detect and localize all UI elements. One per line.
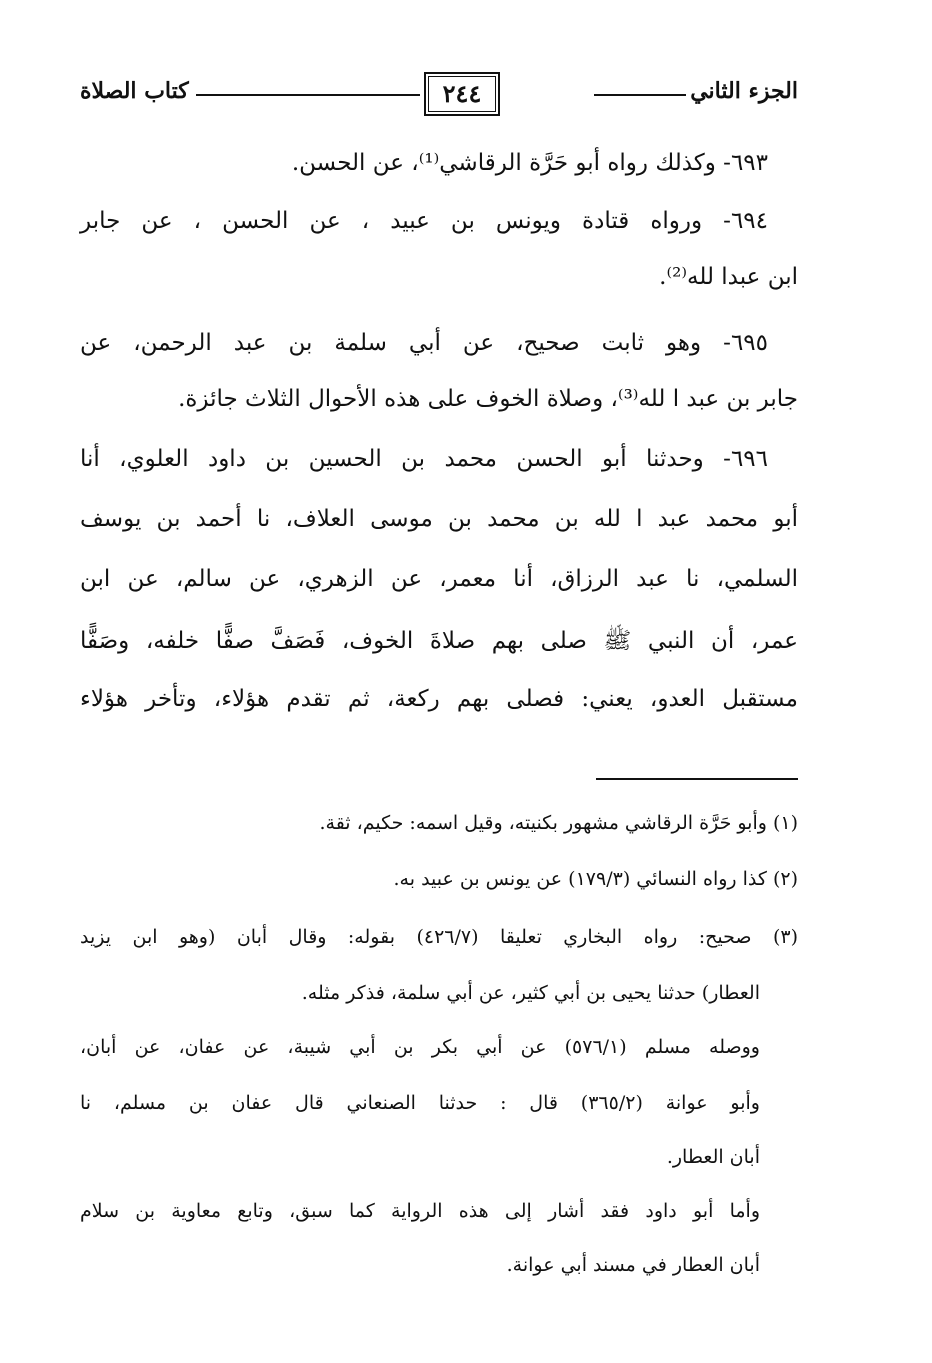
footnote-line: أبان العطار في مسند أبي عوانة.	[506, 1254, 760, 1276]
header-rule-right	[594, 94, 686, 96]
text-line: ٦٩٦- وحدثنا أبو الحسن محمد بن الحسين بن داود العلوي، أنا	[80, 446, 768, 472]
footnote-separator	[596, 778, 798, 780]
running-head-part: الجزء الثاني	[690, 78, 798, 104]
text-line: عمر، أن النبي ﷺ صلى بهم صلاةَ الخوف، فَصَفَّ صفًّا خلفه، وصَفًّا	[80, 628, 798, 654]
footnote-line: العطار) حدثنا يحيى بن أبي كثير، عن أبي سلمة، فذكر مثله.	[301, 982, 760, 1004]
text-line: ٦٩٣- وكذلك رواه أبو حَرَّة الرقاشي⁽¹⁾، عن الحسن.	[291, 150, 768, 176]
text-line: أبو محمد عبد ا لله بن محمد بن موسى العلاف، نا أحمد بن يوسف	[80, 506, 798, 532]
text-line: ٦٩٤- ورواه قتادة ويونس بن عبيد ، عن الحسن ، عن جابر	[80, 208, 768, 234]
footnote-line: ووصله مسلم (٥٧٦/١) عن أبي بكر بن أبي شيبة، عن عفان، عن أبان،	[80, 1036, 760, 1058]
text-line: جابر بن عبد ا لله⁽³⁾، وصلاة الخوف على هذه الأحوال الثلاث جائزة.	[178, 386, 798, 412]
text-line: مستقبل العدو، يعني: فصلى بهم ركعة، ثم تقدم هؤلاء، وتأخر هؤلاء	[80, 686, 798, 712]
page-number: ٢٤٤	[424, 72, 500, 116]
footnote-line: أبان العطار.	[666, 1146, 760, 1168]
running-head-book: كتاب الصلاة	[80, 78, 189, 104]
page-header	[80, 72, 798, 120]
footnote-line: وأبو عوانة (٣٦٥/٢) قال : حدثنا الصنعاني قال عفان بن مسلم، نا	[80, 1092, 760, 1114]
text-line: ٦٩٥- وهو ثابت صحيح، عن أبي سلمة بن عبد الرحمن، عن	[80, 330, 768, 356]
footnote-line: وأما أبو داود فقد أشار إلى هذه الرواية كما سبق، وتابع معاوية بن سلام	[80, 1200, 760, 1222]
header-rule-left	[196, 94, 420, 96]
footnote-line: (١) وأبو حَرَّة الرقاشي مشهور بكنيته، وقيل اسمه: حكيم، ثقة.	[319, 812, 798, 834]
footnote-line: (٢) كذا رواه النسائي (١٧٩/٣) عن يونس بن عبيد به.	[393, 868, 798, 890]
text-line: ابن عبدا لله⁽²⁾.	[659, 264, 798, 290]
footnote-line: (٣) صحيح: رواه البخاري تعليقا (٤٢٦/٧) بقوله: وقال أبان (وهو ابن يزيد	[80, 926, 799, 948]
text-line: السلمي، نا عبد الرزاق، أنا معمر، عن الزهري، عن سالم، عن ابن	[80, 566, 798, 592]
